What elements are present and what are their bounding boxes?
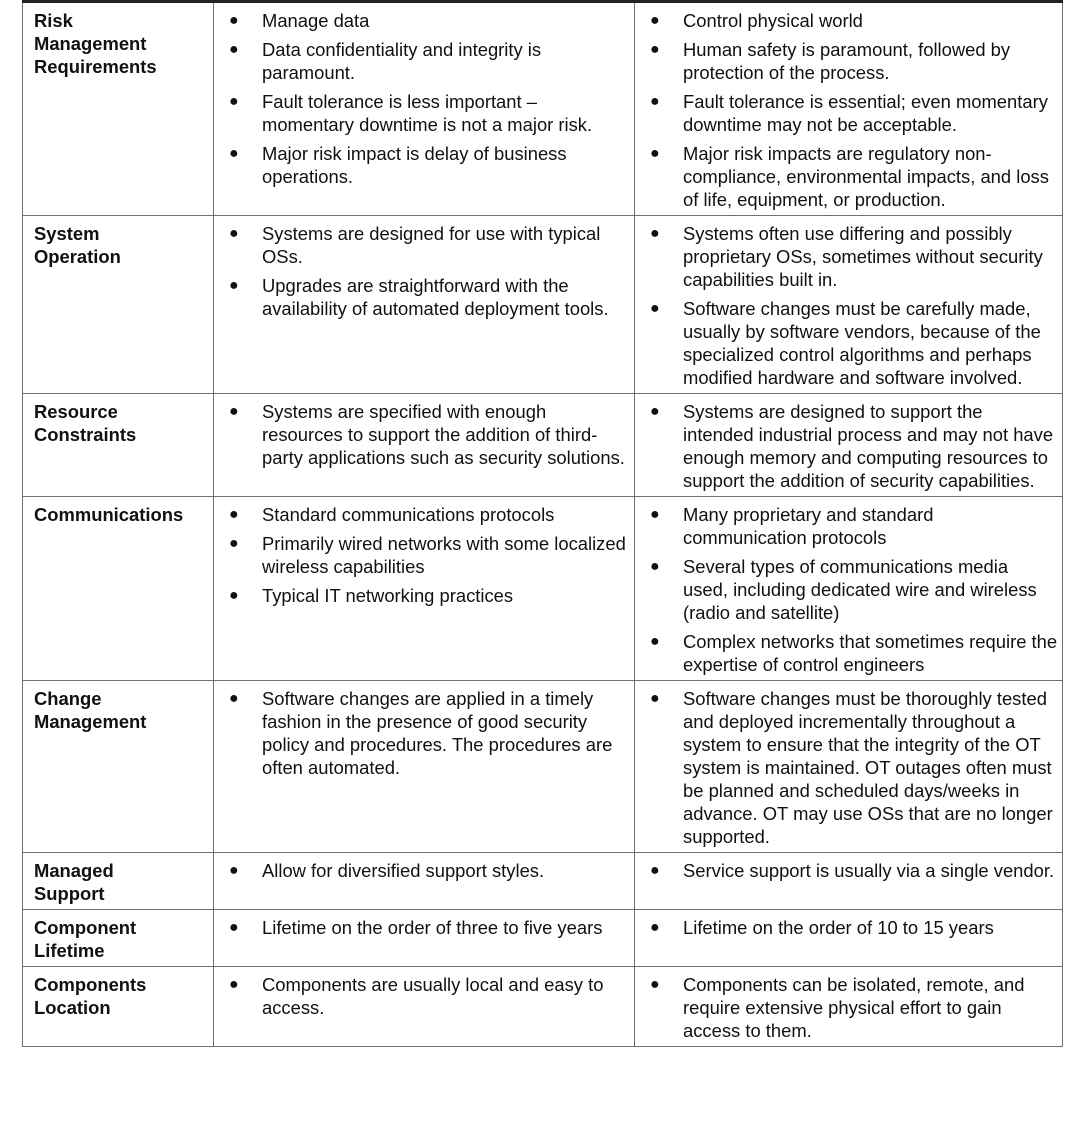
it-bullet-list: [225, 222, 630, 320]
bullet-icon: ●: [650, 862, 660, 879]
list-item: [225, 38, 630, 84]
list-item: [225, 9, 630, 32]
bullet-icon: ●: [229, 145, 239, 162]
it-cell: [214, 2, 635, 216]
category-label: Location: [34, 997, 111, 1018]
bullet-icon: ●: [229, 277, 239, 294]
bullet-icon: ●: [229, 225, 239, 242]
it-cell: [214, 853, 635, 910]
bullet-icon: ●: [650, 633, 660, 650]
it-bullet-list: [225, 687, 630, 779]
category-label: Component: [34, 917, 137, 938]
table-row: [23, 394, 1063, 497]
bullet-icon: ●: [229, 535, 239, 552]
list-item: [225, 687, 630, 779]
list-item: [225, 274, 630, 320]
list-item: [225, 532, 630, 578]
category-cell: [23, 681, 214, 853]
list-item: [225, 400, 630, 469]
list-item: [646, 503, 1058, 549]
it-cell: [214, 967, 635, 1047]
it-bullet-list: [225, 9, 630, 188]
ot-cell: [635, 497, 1063, 681]
item-text: Software changes must be thoroughly tested and deployed incrementally throughout a system to ensure that the integrity of the OT system is maintained. OT outages often must be planned and scheduled days/weeks in advance. OT may use OSs that are no longer supported.: [683, 688, 1053, 847]
bullet-icon: ●: [650, 300, 660, 317]
item-text: Fault tolerance is essential; even momentary downtime may not be acceptable.: [683, 91, 1048, 135]
category-label: Components: [34, 974, 147, 995]
item-text: Software changes must be carefully made, usually by software vendors, because of the specialized control algorithms and perhaps modified hardware and software involved.: [683, 298, 1041, 388]
list-item: [646, 916, 1058, 939]
item-text: Service support is usually via a single vendor.: [683, 860, 1055, 881]
it-bullet-list: [225, 400, 630, 469]
category-label: Management: [34, 711, 147, 732]
item-text: Major risk impact is delay of business operations.: [262, 143, 567, 187]
item-text: Software changes are applied in a timely fashion in the presence of good security policy and procedures. The procedures are often automated.: [262, 688, 613, 778]
ot-bullet-list: [646, 503, 1058, 676]
ot-bullet-list: [646, 859, 1058, 882]
list-item: [646, 630, 1058, 676]
category-cell: [23, 394, 214, 497]
it-cell: [214, 910, 635, 967]
item-text: Allow for diversified support styles.: [262, 860, 545, 881]
bullet-icon: ●: [650, 225, 660, 242]
category-label: Risk: [34, 10, 73, 31]
bullet-icon: ●: [650, 506, 660, 523]
list-item: [225, 503, 630, 526]
bullet-icon: ●: [229, 93, 239, 110]
item-text: Systems are specified with enough resources to support the addition of third-party applications such as security solutions.: [262, 401, 625, 468]
ot-bullet-list: [646, 222, 1058, 389]
ot-cell: [635, 2, 1063, 216]
bullet-icon: ●: [229, 862, 239, 879]
list-item: [225, 916, 630, 939]
item-text: Components are usually local and easy to access.: [262, 974, 604, 1018]
ot-cell: [635, 910, 1063, 967]
list-item: [646, 859, 1058, 882]
item-text: Data confidentiality and integrity is paramount.: [262, 39, 542, 83]
bullet-icon: ●: [229, 587, 239, 604]
ot-cell: [635, 216, 1063, 394]
category-cell: [23, 2, 214, 216]
category-cell: [23, 910, 214, 967]
ot-bullet-list: [646, 916, 1058, 939]
item-text: Human safety is paramount, followed by protection of the process.: [683, 39, 1011, 83]
bullet-icon: ●: [650, 403, 660, 420]
table-row: [23, 910, 1063, 967]
list-item: [225, 90, 630, 136]
table-row: [23, 853, 1063, 910]
ot-cell: [635, 853, 1063, 910]
category-label: System: [34, 223, 100, 244]
bullet-icon: ●: [650, 976, 660, 993]
bullet-icon: ●: [229, 506, 239, 523]
item-text: Systems are designed for use with typical OSs.: [262, 223, 601, 267]
it-cell: [214, 394, 635, 497]
bullet-icon: ●: [229, 976, 239, 993]
category-label: Constraints: [34, 424, 137, 445]
category-cell: [23, 216, 214, 394]
bullet-icon: ●: [650, 919, 660, 936]
item-text: Systems often use differing and possibly proprietary OSs, sometimes without security capabilities built in.: [683, 223, 1043, 290]
bullet-icon: ●: [650, 41, 660, 58]
list-item: [646, 687, 1058, 848]
it-cell: [214, 497, 635, 681]
item-text: Complex networks that sometimes require the expertise of control engineers: [683, 631, 1058, 675]
bullet-icon: ●: [229, 41, 239, 58]
list-item: [225, 584, 630, 607]
item-text: Standard communications protocols: [262, 504, 555, 525]
category-label: Resource: [34, 401, 118, 422]
list-item: [646, 142, 1058, 211]
list-item: [646, 90, 1058, 136]
it-bullet-list: [225, 973, 630, 1019]
bullet-icon: ●: [229, 690, 239, 707]
item-text: Control physical world: [683, 10, 863, 31]
category-label: Managed: [34, 860, 114, 881]
category-label: Operation: [34, 246, 121, 267]
ot-cell: [635, 967, 1063, 1047]
it-bullet-list: [225, 503, 630, 607]
list-item: [646, 973, 1058, 1042]
item-text: Upgrades are straightforward with the availability of automated deployment tools.: [262, 275, 609, 319]
category-label: Change: [34, 688, 102, 709]
bullet-icon: ●: [229, 403, 239, 420]
category-cell: [23, 967, 214, 1047]
item-text: Manage data: [262, 10, 370, 31]
ot-cell: [635, 394, 1063, 497]
it-bullet-list: [225, 859, 630, 882]
comparison-table-body: [23, 2, 1063, 1047]
list-item: [225, 973, 630, 1019]
table-row: [23, 2, 1063, 216]
item-text: Primarily wired networks with some localized wireless capabilities: [262, 533, 626, 577]
bullet-icon: ●: [229, 12, 239, 29]
ot-cell: [635, 681, 1063, 853]
list-item: [225, 859, 630, 882]
table-row: [23, 216, 1063, 394]
item-text: Fault tolerance is less important – momentary downtime is not a major risk.: [262, 91, 593, 135]
bullet-icon: ●: [650, 12, 660, 29]
list-item: [225, 222, 630, 268]
table-row: [23, 967, 1063, 1047]
list-item: [646, 38, 1058, 84]
category-cell: [23, 497, 214, 681]
it-cell: [214, 216, 635, 394]
it-cell: [214, 681, 635, 853]
category-label: Management: [34, 33, 147, 54]
ot-bullet-list: [646, 973, 1058, 1042]
item-text: Typical IT networking practices: [262, 585, 514, 606]
list-item: [646, 9, 1058, 32]
category-label: Lifetime: [34, 940, 105, 961]
list-item: [646, 400, 1058, 492]
item-text: Lifetime on the order of 10 to 15 years: [683, 917, 994, 938]
bullet-icon: ●: [650, 690, 660, 707]
item-text: Components can be isolated, remote, and require extensive physical effort to gain access to them.: [683, 974, 1025, 1041]
list-item: [225, 142, 630, 188]
bullet-icon: ●: [650, 93, 660, 110]
table-row: [23, 681, 1063, 853]
table-row: [23, 497, 1063, 681]
ot-bullet-list: [646, 687, 1058, 848]
category-label: Support: [34, 883, 105, 904]
item-text: Major risk impacts are regulatory non-compliance, environmental impacts, and loss of life, equipment, or production.: [683, 143, 1049, 210]
category-label: Requirements: [34, 56, 157, 77]
bullet-icon: ●: [229, 919, 239, 936]
bullet-icon: ●: [650, 145, 660, 162]
category-cell: [23, 853, 214, 910]
item-text: Lifetime on the order of three to five years: [262, 917, 603, 938]
ot-bullet-list: [646, 9, 1058, 211]
bullet-icon: ●: [650, 558, 660, 575]
item-text: Several types of communications media used, including dedicated wire and wireless (radio and satellite): [683, 556, 1037, 623]
comparison-table: [22, 0, 1063, 1047]
ot-bullet-list: [646, 400, 1058, 492]
item-text: Many proprietary and standard communication protocols: [683, 504, 934, 548]
list-item: [646, 297, 1058, 389]
category-label: Communications: [34, 504, 184, 525]
list-item: [646, 555, 1058, 624]
item-text: Systems are designed to support the intended industrial process and may not have enough memory and computing resources to support the addition of security capabilities.: [683, 401, 1054, 491]
it-bullet-list: [225, 916, 630, 939]
list-item: [646, 222, 1058, 291]
